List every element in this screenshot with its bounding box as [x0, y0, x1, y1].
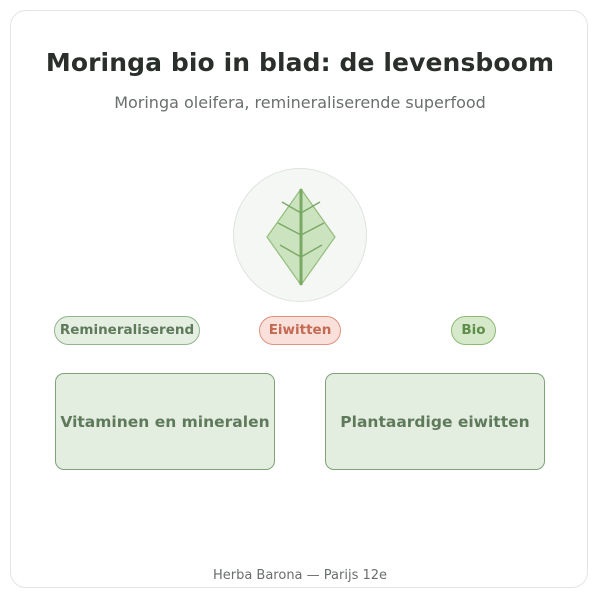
page-title: Moringa bio in blad: de levensboom — [45, 48, 555, 77]
leaf-badge — [233, 168, 367, 302]
footer-text: Herba Barona — Parijs 12e — [212, 568, 388, 583]
box-eiwitten — [325, 373, 545, 470]
box-vitaminen — [55, 373, 275, 470]
page-subtitle: Moringa oleifera, remineraliserende superfood — [114, 93, 486, 112]
tag-remineraliserend: Remineraliserend — [54, 316, 200, 345]
box-vitaminen-label: Vitaminen en mineralen — [60, 412, 270, 431]
box-eiwitten-label: Plantaardige eiwitten — [340, 412, 530, 431]
tag-eiwitten: Eiwitten — [259, 316, 341, 345]
tag-bio: Bio — [451, 316, 496, 345]
leaf-icon — [234, 169, 368, 303]
